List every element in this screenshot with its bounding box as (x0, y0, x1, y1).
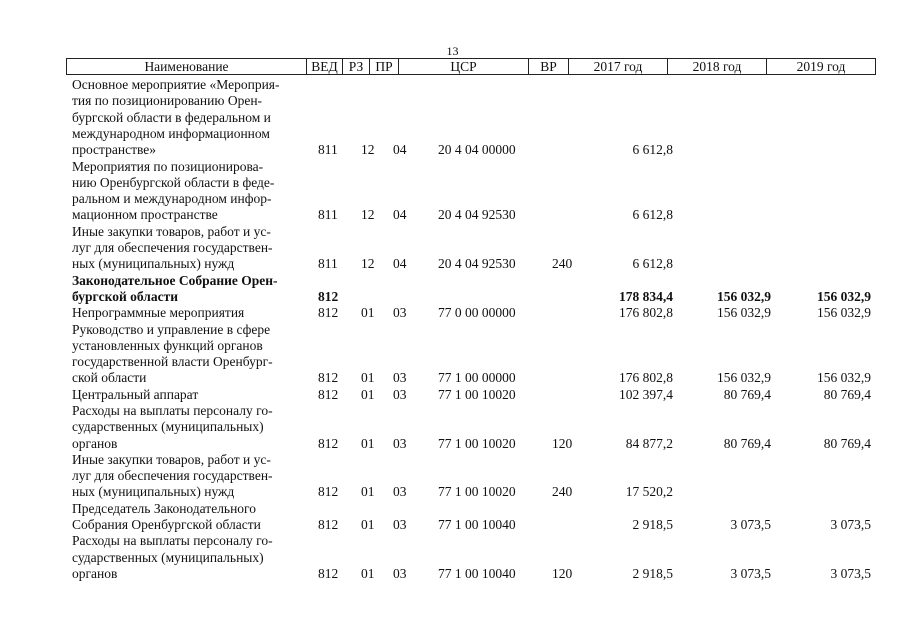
row-cell-pr: 04 (393, 207, 407, 223)
row-name-line: ральном и международном инфор- (72, 191, 272, 207)
row-cell-csr: 20 4 04 92530 (438, 256, 516, 272)
row-name-line: международном информационном (72, 125, 270, 141)
row-cell-y2019: 156 032,9 (817, 305, 871, 321)
row-cell-csr: 77 1 00 10040 (438, 517, 516, 533)
row-cell-y2017: 178 834,4 (619, 288, 673, 304)
row-cell-csr: 77 1 00 10040 (438, 565, 516, 581)
row-cell-pr: 03 (393, 565, 407, 581)
row-cell-ved: 812 (318, 305, 339, 321)
row-name-line: Основное мероприятие «Мероприя- (72, 77, 280, 92)
row-name-line: Иные закупки товаров, работ и ус- (72, 451, 271, 467)
row-cell-y2017: 17 520,2 (625, 484, 673, 500)
row-cell-y2017: 2 918,5 (632, 517, 673, 533)
row-name-line: луг для обеспечения государствен- (72, 468, 273, 484)
row-cell-rz: 01 (361, 370, 375, 386)
header-ved: ВЕД (307, 59, 343, 74)
row-cell-y2017: 6 612,8 (632, 207, 673, 223)
row-name-line: Председатель Законодательного (72, 500, 257, 516)
row-name-line: Мероприятия по позиционирова- (72, 158, 264, 174)
row-cell-y2017: 2 918,5 (632, 565, 673, 581)
row-name-line: Расходы на выплаты персоналу го- (72, 403, 273, 418)
row-name-line: установленных функций органов (72, 337, 263, 353)
row-cell-rz: 12 (361, 256, 375, 272)
header-vr: ВР (529, 59, 569, 74)
row-cell-rz: 12 (361, 142, 375, 158)
row-cell-y2018: 156 032,9 (717, 305, 771, 321)
row-cell-csr: 77 1 00 10020 (438, 484, 516, 500)
table-row (0, 273, 905, 306)
row-cell-pr: 03 (393, 435, 407, 451)
row-cell-pr: 03 (393, 386, 407, 402)
row-name-line: пространстве» (72, 142, 157, 158)
row-name (72, 159, 308, 224)
row-cell-y2019: 80 769,4 (823, 435, 871, 451)
row-cell-csr: 77 0 00 00000 (438, 305, 516, 321)
row-cell-ved: 812 (318, 386, 339, 402)
row-cell-y2017: 6 612,8 (632, 142, 673, 158)
row-cell-ved: 812 (318, 435, 339, 451)
row-cell-rz: 01 (361, 435, 375, 451)
row-cell-pr: 03 (393, 517, 407, 533)
row-cell-ved: 812 (318, 484, 339, 500)
row-name-line: ных (муниципальных) нужд (72, 484, 235, 500)
row-cell-csr: 77 1 00 10020 (438, 386, 516, 402)
row-name-line: ской области (72, 370, 147, 386)
row-cell-rz: 12 (361, 207, 375, 223)
row-cell-y2017: 176 802,8 (619, 305, 673, 321)
header-year-2017: 2017 год (569, 59, 668, 74)
row-cell-pr: 04 (393, 142, 407, 158)
table-row (0, 533, 905, 582)
row-cell-y2019: 80 769,4 (823, 386, 871, 402)
header-year-2019: 2019 год (796, 59, 846, 74)
row-cell-pr: 03 (393, 305, 407, 321)
row-cell-ved: 812 (318, 517, 339, 533)
header-pr: ПР (370, 59, 399, 74)
row-name-line: органов (72, 435, 118, 451)
row-cell-csr: 20 4 04 92530 (438, 207, 516, 223)
row-cell-csr: 77 1 00 10020 (438, 435, 516, 451)
row-name-line: нию Оренбургской области в феде- (72, 174, 275, 190)
row-name (72, 452, 308, 501)
table-row (0, 159, 905, 224)
row-cell-pr: 04 (393, 256, 407, 272)
row-name-line: органов (72, 565, 118, 581)
row-name (72, 273, 308, 306)
row-name (72, 224, 308, 273)
table-row (0, 452, 905, 501)
row-name-line: Центральный аппарат (72, 386, 199, 402)
table-row (0, 322, 905, 387)
row-name (72, 77, 308, 158)
row-cell-y2018: 80 769,4 (723, 435, 771, 451)
row-cell-y2019: 3 073,5 (830, 565, 871, 581)
table-row (0, 305, 905, 321)
page-number: 13 (446, 44, 459, 58)
row-name-line: Законодательное Собрание Орен- (72, 272, 278, 288)
row-cell-y2018: 80 769,4 (723, 386, 771, 402)
row-name-line: тия по позиционированию Орен- (72, 93, 263, 109)
row-cell-vr: 240 (552, 484, 573, 500)
row-name-line: мационном пространстве (72, 207, 218, 223)
row-cell-csr: 77 1 00 00000 (438, 370, 516, 386)
row-cell-pr: 03 (393, 370, 407, 386)
row-name-line: Иные закупки товаров, работ и ус- (72, 223, 271, 239)
row-cell-ved: 811 (318, 142, 338, 158)
row-name-line: Расходы на выплаты персоналу го- (72, 533, 273, 549)
row-cell-y2017: 176 802,8 (619, 370, 673, 386)
header-csr: ЦСР (399, 59, 529, 74)
row-name (72, 533, 308, 582)
row-cell-y2019: 156 032,9 (817, 370, 871, 386)
table-row (0, 501, 905, 534)
row-cell-vr: 120 (552, 435, 573, 451)
row-name-line: Собрания Оренбургской области (72, 517, 261, 533)
row-cell-y2018: 156 032,9 (717, 370, 771, 386)
row-cell-rz: 01 (361, 565, 375, 581)
row-name-line: Непрограммные мероприятия (72, 305, 245, 321)
row-cell-ved: 812 (318, 370, 339, 386)
row-name-line: бургской области (72, 288, 179, 304)
row-cell-ved: 811 (318, 256, 338, 272)
row-name-line: бургской области в федеральном и (72, 109, 271, 125)
row-cell-vr: 120 (552, 565, 573, 581)
header-rz: РЗ (343, 59, 370, 74)
row-cell-ved: 812 (318, 565, 339, 581)
row-name (72, 387, 308, 403)
row-cell-y2018: 3 073,5 (730, 517, 771, 533)
row-cell-y2017: 84 877,2 (625, 435, 673, 451)
header-year-2018: 2018 год (668, 59, 767, 74)
row-name-line: государственной власти Оренбург- (72, 354, 273, 370)
row-name-line: сударственных (муниципальных) (72, 419, 264, 435)
row-name-line: Руководство и управление в сфере (72, 321, 271, 337)
row-cell-pr: 03 (393, 484, 407, 500)
row-name-line: сударственных (муниципальных) (72, 549, 264, 565)
row-name-line: луг для обеспечения государствен- (72, 239, 273, 255)
row-cell-ved: 812 (318, 288, 339, 304)
row-name (72, 305, 308, 321)
row-name (72, 403, 308, 452)
row-name (72, 322, 308, 387)
row-cell-y2017: 6 612,8 (632, 256, 673, 272)
row-cell-vr: 240 (552, 256, 573, 272)
row-cell-y2018: 3 073,5 (730, 565, 771, 581)
row-cell-y2017: 102 397,4 (619, 386, 673, 402)
table-row (0, 403, 905, 452)
row-cell-y2018: 156 032,9 (717, 288, 771, 304)
row-cell-csr: 20 4 04 00000 (438, 142, 516, 158)
row-cell-y2019: 3 073,5 (830, 517, 871, 533)
table-header (66, 58, 876, 75)
table-row (0, 77, 905, 159)
row-name-line: ных (муниципальных) нужд (72, 256, 235, 272)
row-name (72, 501, 308, 534)
row-cell-y2019: 156 032,9 (817, 288, 871, 304)
row-cell-rz: 01 (361, 484, 375, 500)
table-row (0, 224, 905, 273)
table-row (0, 387, 905, 403)
row-cell-ved: 811 (318, 207, 338, 223)
row-cell-rz: 01 (361, 305, 375, 321)
row-cell-rz: 01 (361, 386, 375, 402)
row-cell-rz: 01 (361, 517, 375, 533)
header-name: Наименование (67, 59, 307, 74)
